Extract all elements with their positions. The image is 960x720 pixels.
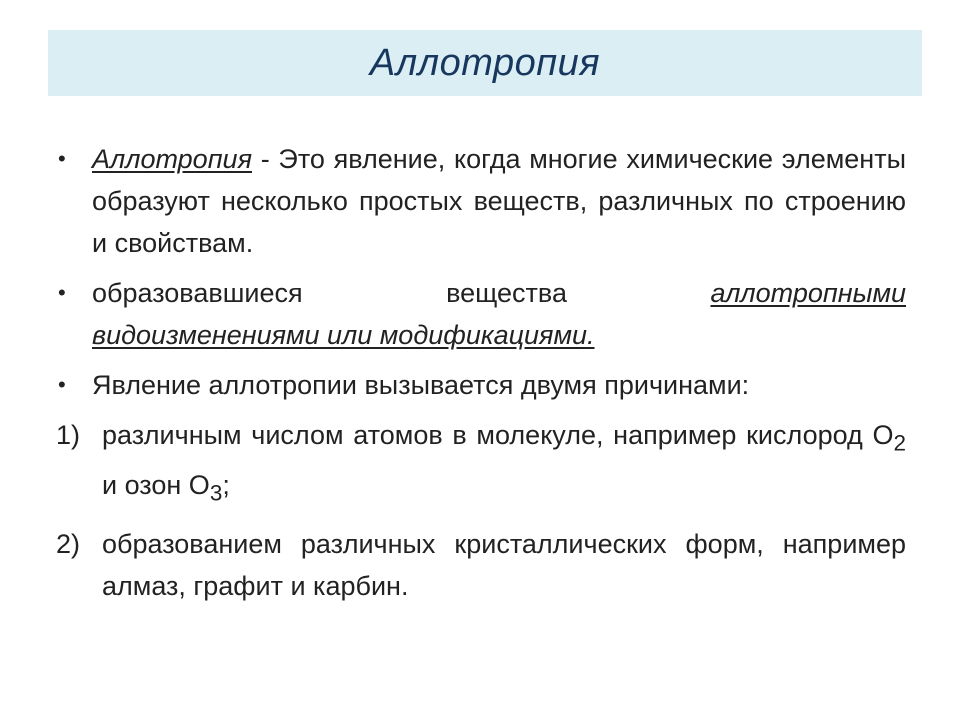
causes-text: Явление аллотропии вызывается двумя причинами: — [92, 370, 750, 400]
definition-body: - Это явление, когда многие химические элементы образуют несколько простых веществ, различных по строению и свойствам. — [92, 144, 906, 258]
bullet-icon: • — [58, 372, 66, 397]
slide-content — [56, 138, 906, 615]
bullet-icon: • — [58, 146, 66, 171]
numbered-item-1 — [56, 414, 906, 515]
modifications-text — [92, 272, 906, 356]
bullet-item-modifications — [56, 272, 906, 356]
term-allotropy: Аллотропия — [92, 144, 252, 174]
subscript-2: 2 — [893, 430, 906, 456]
cause-1-part-c: ; — [222, 470, 230, 501]
subscript-3: 3 — [209, 480, 223, 506]
bullet-icon: • — [58, 280, 66, 305]
bullet-item-definition — [56, 138, 906, 264]
word-formed: образовавшиеся — [92, 278, 303, 308]
bullet-item-causes — [56, 364, 906, 406]
cause-1-part-a: различным числом атомов в молекуле, например кислород О — [102, 420, 894, 450]
title-band — [48, 30, 922, 96]
numbered-item-2 — [56, 523, 906, 607]
cause-2-text: образованием различных кристаллических форм, например алмаз, графит и карбин. — [102, 528, 906, 601]
word-substances: вещества — [446, 278, 567, 308]
cause-1-text — [102, 414, 906, 515]
cause-1-part-b: и озон О — [102, 470, 210, 501]
item-number: 2) — [56, 528, 81, 559]
term-allotropic: аллотропными — [710, 278, 906, 308]
definition-text — [92, 138, 906, 264]
item-number: 1) — [56, 420, 81, 450]
slide-title: Аллотропия — [369, 41, 601, 84]
term-modifications: видоизменениями или модификациями. — [92, 320, 595, 350]
